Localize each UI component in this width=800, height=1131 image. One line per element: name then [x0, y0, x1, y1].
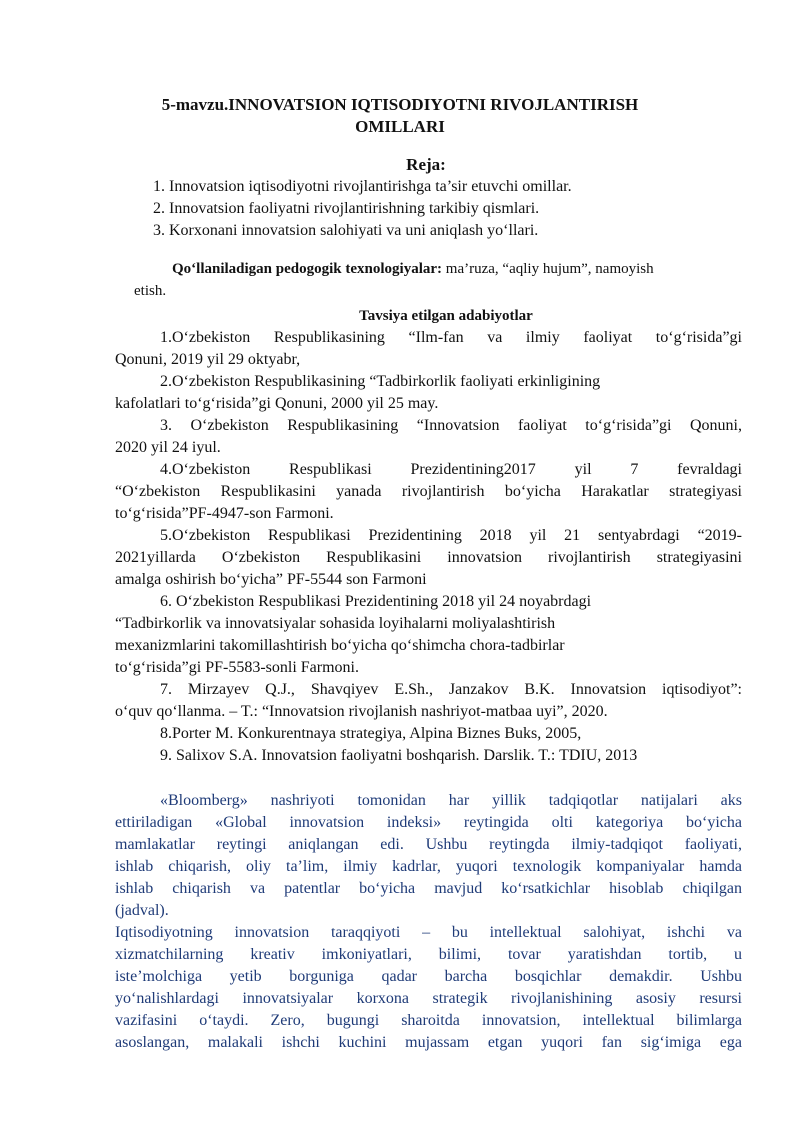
paragraph-1-line-5: ishlab chiqarish va patentlar bo‘yicha mavjud ko‘rsatkichlar hisoblab chiqilgan — [115, 880, 742, 897]
reference-8-line-1: 8.Porter M. Konkurentnaya strategiya, Alpina Biznes Buks, 2005, — [160, 725, 582, 742]
pedagogical-technologies-continuation: etish. — [134, 283, 167, 299]
plan-item-2: 2. Innovatsion faoliyatni rivojlantirishning tarkibiy qismlari. — [153, 200, 540, 217]
pedagogical-technologies-text: ma’ruza, “aqliy hujum”, namoyish — [442, 261, 654, 277]
reference-5-line-1: 5.O‘zbekiston Respublikasi Prezidentining 2018 yil 21 sentyabrdagi “2019- — [160, 527, 742, 544]
paragraph-1-line-3: mamlakatlar reytingi aniqlangan edi. Ushbu reytingda ilmiy-tadqiqot faoliyati, — [115, 836, 742, 853]
paragraph-2-line-5: vazifasini o‘taydi. Zero, bugungi sharoitda innovatsion, intellektual bilimlarga — [115, 1012, 742, 1029]
reference-6-line-1: 6. O‘zbekiston Respublikasi Prezidentining 2018 yil 24 noyabrdagi — [160, 593, 592, 610]
reference-4-line-1: 4.O‘zbekiston Respublikasi Prezidentining2017 yil 7 fevraldagi — [160, 461, 742, 478]
plan-item-1: 1. Innovatsion iqtisodiyotni rivojlantirishga ta’sir etuvchi omillar. — [153, 178, 572, 195]
paragraph-2-line-3: iste’molchiga yetib borguniga qadar barcha bosqichlar demakdir. Ushbu — [115, 968, 742, 985]
reference-6-line-3: mexanizmlarini takomillashtirish bo‘yicha qo‘shimcha chora-tadbirlar — [115, 637, 565, 654]
reference-3-line-1: 3. O‘zbekiston Respublikasining “Innovatsion faoliyat to‘g‘risida”gi Qonuni, — [160, 417, 742, 434]
reference-9-line-1: 9. Salixov S.A. Innovatsion faoliyatni boshqarish. Darslik. T.: TDIU, 2013 — [160, 747, 638, 764]
reference-3-line-2: 2020 yil 24 iyul. — [115, 439, 221, 456]
paragraph-1-line-1: «Bloomberg» nashriyoti tomonidan har yillik tadqiqotlar natijalari aks — [160, 792, 742, 809]
reference-2-line-2: kafolatlari to‘g‘risida”gi Qonuni, 2000 yil 25 may. — [115, 395, 439, 412]
reference-2-line-1: 2.O‘zbekiston Respublikasining “Tadbirkorlik faoliyati erkinligining — [160, 373, 601, 390]
reference-6-line-4: to‘g‘risida”gi PF-5583-sonli Farmoni. — [115, 659, 359, 676]
paragraph-2-line-2: xizmatchilarning kreativ imkoniyatlari, bilimi, tovar yaratishdan tortib, u — [115, 946, 742, 963]
reference-6-line-2: “Tadbirkorlik va innovatsiyalar sohasida loyihalarni moliyalashtirish — [115, 615, 556, 632]
document-title-line-2: OMILLARI — [355, 117, 445, 136]
paragraph-2-line-4: yo‘nalishlardagi innovatsiyalar korxona strategik rivojlanishining asosiy resursi — [115, 990, 742, 1007]
reference-7-line-1: 7. Mirzayev Q.J., Shavqiyev E.Sh., Janzakov B.K. Innovatsion iqtisodiyot”: — [160, 681, 742, 698]
reference-5-line-3: amalga oshirish bo‘yicha” PF-5544 son Farmoni — [115, 571, 427, 588]
reference-4-line-2: “O‘zbekiston Respublikasini yanada rivojlantirish bo‘yicha Harakatlar strategiyasi — [115, 483, 742, 500]
plan-heading: Reja: — [406, 155, 446, 174]
pedagogical-technologies — [172, 258, 654, 280]
paragraph-2-line-1: Iqtisodiyotning innovatsion taraqqiyoti – bu intellektual salohiyat, ishchi va — [115, 924, 742, 941]
reference-4-line-3: to‘g‘risida”PF-4947-son Farmoni. — [115, 505, 334, 522]
references-heading: Tavsiya etilgan adabiyotlar — [359, 308, 533, 324]
paragraph-2-line-6: asoslangan, malakali ishchi kuchini mujassam etgan yuqori fan sig‘imiga ega — [115, 1034, 742, 1051]
paragraph-1-line-2: ettiriladigan «Global innovatsion indeksi» reytingida olti kategoriya bo‘yicha — [115, 814, 742, 831]
plan-item-3: 3. Korxonani innovatsion salohiyati va uni aniqlash yo‘llari. — [153, 222, 539, 239]
reference-5-line-2: 2021yillarda O‘zbekiston Respublikasini innovatsion rivojlantirish strategiyasini — [115, 549, 742, 566]
reference-1-line-1: 1.O‘zbekiston Respublikasining “Ilm-fan va ilmiy faoliyat to‘g‘risida”gi — [160, 329, 742, 346]
document-title-line-1: 5-mavzu.INNOVATSION IQTISODIYOTNI RIVOJLANTIRISH — [161, 95, 639, 114]
paragraph-1-line-6: (jadval). — [115, 902, 169, 919]
paragraph-1-line-4: ishlab chiqarish, oliy ta’lim, ilmiy kadrlar, yuqori texnologik kompaniyalar hamda — [115, 858, 742, 875]
pedagogical-technologies-label: Qo‘llaniladigan pedogogik texnologiyalar: — [172, 261, 443, 277]
reference-7-line-2: o‘quv qo‘llanma. – T.: “Innovatsion rivojlanish nashriyot-matbaa uyi”, 2020. — [115, 703, 608, 720]
reference-1-line-2: Qonuni, 2019 yil 29 oktyabr, — [115, 351, 301, 368]
